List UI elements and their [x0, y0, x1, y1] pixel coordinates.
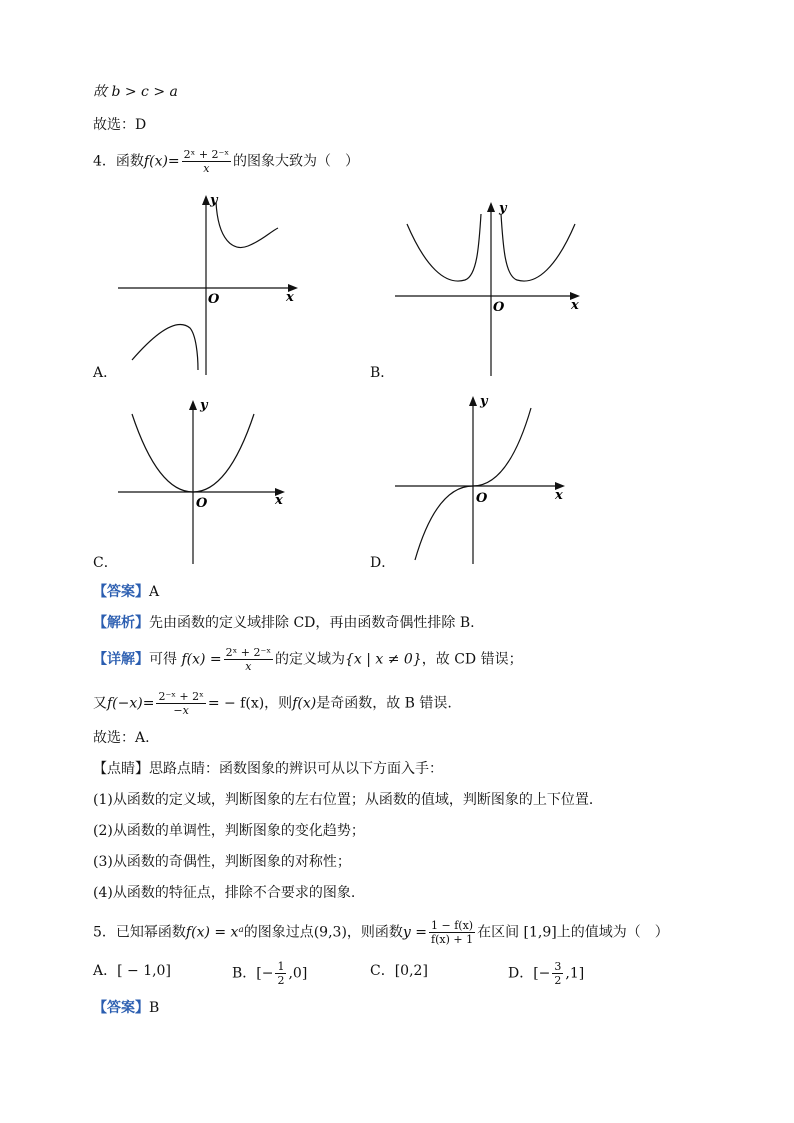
- fraction-numerator: 1: [277, 960, 285, 973]
- function-name: f(x) =: [181, 651, 222, 668]
- option-d: [508, 960, 584, 987]
- tip-point: (1)从函数的定义域，判断图象的左右位置；从函数的值域，判断图象的上下位置．: [93, 792, 603, 808]
- graph-d: [395, 388, 575, 568]
- detail-text: 可得: [149, 651, 177, 668]
- text-line: 故 b > c > a: [93, 84, 178, 100]
- x-axis-label: x: [286, 290, 294, 305]
- analysis-tag: 【解析】: [93, 615, 149, 631]
- tip-point: (2)从函数的单调性，判断图象的变化趋势；: [93, 823, 365, 839]
- option-text: B．[−: [232, 965, 274, 982]
- answer-value: B: [149, 1000, 160, 1016]
- fraction-numerator: 2⁻ˣ + 2ˣ: [158, 690, 204, 703]
- detail-line: [93, 646, 523, 673]
- question-tail: 的图象大致为（ ）: [233, 153, 359, 170]
- option-a: A．[ − 1,0]: [93, 963, 171, 979]
- graph-a: [118, 190, 308, 380]
- fraction: [275, 960, 286, 987]
- fraction-numerator: 2ˣ + 2⁻ˣ: [183, 148, 229, 161]
- question-text: 在区间 [1,9]上的值域为（ ）: [477, 924, 669, 941]
- fraction-numerator: 2ˣ + 2⁻ˣ: [225, 646, 271, 659]
- answer-tag: 【答案】: [93, 584, 149, 600]
- tip-line: 【点睛】思路点睛：函数图象的辨识可从以下方面入手：: [93, 761, 443, 777]
- option-text: ,1]: [565, 965, 585, 982]
- function-name: f(x)=: [143, 153, 180, 170]
- fraction-numerator: 3: [554, 960, 562, 973]
- function-name: f(x) = xᵃ: [185, 924, 244, 941]
- fraction: [429, 919, 475, 946]
- fraction-denominator: 2: [277, 974, 285, 987]
- detail-text: ，故 CD 错误；: [421, 651, 523, 668]
- odd-function-line: [93, 690, 452, 717]
- option-c: C．[0,2]: [370, 963, 428, 979]
- fraction-denominator: x: [203, 162, 210, 175]
- y-axis-label: y: [200, 398, 208, 413]
- origin-label: O: [208, 292, 220, 307]
- question-5: [93, 919, 669, 946]
- answer-line: [93, 998, 159, 1018]
- function-name: f(x): [292, 695, 317, 712]
- domain-set: {x | x ≠ 0}: [344, 651, 422, 668]
- fraction: [156, 690, 205, 717]
- x-axis-label: x: [275, 493, 283, 508]
- option-b-label: B．: [370, 365, 395, 381]
- text-line: 故选：D: [93, 117, 147, 133]
- function-name: f(−x)=: [107, 695, 155, 712]
- fraction-denominator: x: [245, 660, 252, 673]
- analysis-text: 先由函数的定义域排除 CD，再由函数奇偶性排除 B.: [149, 615, 475, 631]
- graph-b: [395, 196, 585, 380]
- y-axis-label: y: [210, 193, 218, 208]
- fraction-numerator: 1 − f(x): [431, 919, 474, 932]
- text-line: 故选：A.: [93, 730, 150, 746]
- question-4: [93, 148, 359, 175]
- option-d-label: D．: [370, 555, 396, 571]
- tip-point: (3)从函数的奇偶性，判断图象的对称性；: [93, 854, 351, 870]
- answer-tag: 【答案】: [93, 1000, 149, 1016]
- analysis-line: [93, 613, 475, 633]
- option-c-label: C．: [93, 555, 118, 571]
- option-text: D．[−: [508, 965, 551, 982]
- origin-label: O: [196, 496, 208, 511]
- option-b: [232, 960, 307, 987]
- fraction: [182, 148, 231, 175]
- fraction-denominator: −x: [173, 704, 189, 717]
- x-axis-label: x: [555, 488, 563, 503]
- option-a-label: A．: [93, 365, 118, 381]
- tip-point: (4)从函数的特征点，排除不合要求的图象.: [93, 885, 356, 901]
- option-text: ,0]: [288, 965, 308, 982]
- question-text: 的图象过点(9,3)，则函数: [243, 924, 403, 941]
- detail-text: 的定义域为: [274, 651, 345, 668]
- text: 又: [93, 695, 107, 712]
- detail-tag: 【详解】: [93, 651, 149, 668]
- question-text: 5．已知幂函数: [93, 924, 186, 941]
- origin-label: O: [493, 300, 505, 315]
- graph-c: [118, 392, 298, 568]
- text: 是奇函数，故 B 错误.: [316, 695, 452, 712]
- answer-value: A: [149, 584, 160, 600]
- text: = − f(x)，则: [207, 695, 293, 712]
- question-number: 4．函数: [93, 153, 144, 170]
- y-axis-label: y: [480, 394, 488, 409]
- answer-line: [93, 582, 159, 602]
- fraction-denominator: 2: [554, 974, 562, 987]
- fraction: [552, 960, 563, 987]
- x-axis-label: x: [571, 298, 579, 313]
- y-axis-label: y: [499, 201, 507, 216]
- origin-label: O: [476, 491, 488, 506]
- fraction: [224, 646, 273, 673]
- function-name: y =: [402, 924, 428, 941]
- fraction-denominator: f(x) + 1: [431, 933, 474, 946]
